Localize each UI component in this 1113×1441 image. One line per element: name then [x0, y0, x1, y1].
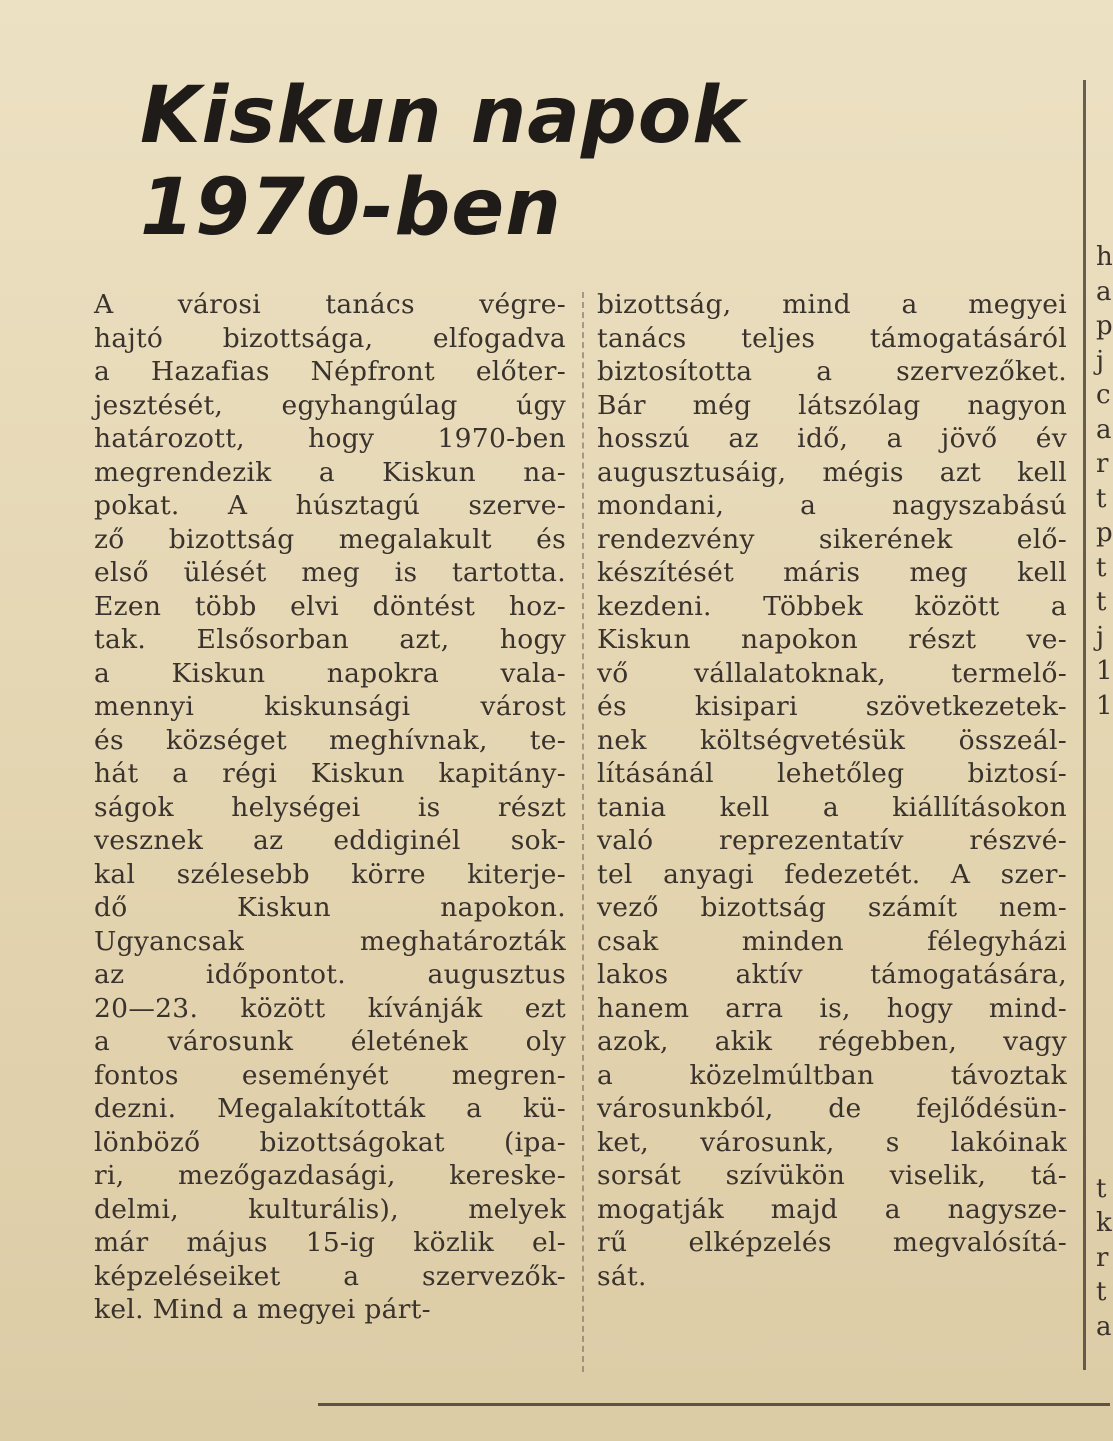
text-line: Ugyancsak meghatározták: [94, 925, 566, 957]
edge-fragment: [1096, 861, 1110, 896]
text-line: azok, akik régebben, vagy: [597, 1026, 1067, 1057]
text-line: már május 15-ig közlik el-: [94, 1227, 566, 1258]
text-line: hát a régi Kiskun kapitány-: [94, 758, 566, 789]
text-line: képzeléseiket a szervezők-: [94, 1260, 566, 1292]
edge-fragment: a: [1096, 276, 1112, 307]
text-line: augusztusáig, mégis azt kell: [597, 456, 1067, 488]
text-line: ző bizottság megalakult és: [94, 523, 566, 555]
text-line: tanács teljes támogatásáról: [597, 322, 1067, 354]
edge-fragment: t: [1096, 1277, 1107, 1307]
edge-fragment: j: [1096, 621, 1105, 652]
text-line: dezni. Megalakították a kü-: [94, 1093, 566, 1124]
text-line: tania kell a kiállításokon: [597, 791, 1067, 823]
edge-fragment: [1096, 930, 1110, 965]
edge-fragment: [1096, 896, 1110, 931]
text-line: határozott, hogy 1970-ben: [94, 423, 566, 454]
text-line: Kiskun napokon részt ve-: [597, 624, 1067, 655]
text-line: első ülését meg is tartotta.: [94, 557, 566, 588]
text-line: fontos eseményét megren-: [94, 1059, 566, 1091]
edge-fragment: [1096, 827, 1110, 862]
edge-fragment: a: [1096, 414, 1112, 445]
text-line: vő vállalatoknak, termelő-: [597, 657, 1067, 689]
edge-fragment: [1096, 1068, 1110, 1103]
text-line: tak. Elsősorban azt, hogy: [94, 624, 566, 655]
edge-fragment: t: [1096, 552, 1107, 583]
text-line: megrendezik a Kiskun na-: [94, 456, 566, 488]
headline: [140, 70, 900, 254]
text-line: hajtó bizottsága, elfogadva: [94, 322, 566, 354]
text-line: ket, városunk, s lakóinak: [597, 1126, 1067, 1158]
text-line: pokat. A húsztagú szerve-: [94, 490, 566, 521]
edge-fragment: r: [1096, 449, 1109, 479]
edge-fragment: t: [1096, 587, 1107, 617]
text-line: hanem arra is, hogy mind-: [597, 992, 1067, 1024]
edge-fragment: j: [1096, 345, 1105, 376]
text-line: hosszú az idő, a jövő év: [597, 423, 1067, 454]
text-line: delmi, kulturális), melyek: [94, 1193, 566, 1225]
article-column-right: [597, 288, 1067, 1293]
text-line: ri, mezőgazdasági, kereske-: [94, 1160, 566, 1191]
text-line: mogatják majd a nagysze-: [597, 1193, 1067, 1225]
text-line: biztosította a szervezőket.: [597, 356, 1067, 387]
text-line: való reprezentatív részvé-: [597, 825, 1067, 856]
text-line: mennyi kiskunsági várost: [94, 691, 566, 722]
text-line: a városunk életének oly: [94, 1026, 566, 1057]
text-line: dő Kiskun napokon.: [94, 892, 566, 923]
text-line: és községet meghívnak, te-: [94, 724, 566, 756]
text-line: kezdeni. Többek között a: [597, 590, 1067, 622]
text-line: a Kiskun napokra vala-: [94, 657, 566, 689]
edge-fragment: p: [1096, 311, 1113, 341]
text-line: kel. Mind a megyei párt-: [94, 1294, 431, 1325]
edge-fragment: r: [1096, 1242, 1109, 1273]
text-line: az időpontot. augusztus: [94, 959, 566, 990]
text-line: sát.: [597, 1260, 647, 1292]
edge-fragment: [1096, 758, 1110, 793]
text-line: kal szélesebb körre kiterje-: [94, 858, 566, 890]
text-line: tel anyagi fedezetét. A szer-: [597, 858, 1067, 890]
edge-fragment: t: [1096, 1173, 1107, 1204]
text-line: csak minden félegyházi: [597, 925, 1067, 957]
edge-fragment: c: [1096, 380, 1111, 410]
text-line: rű elképzelés megvalósítá-: [597, 1227, 1067, 1258]
text-line: sorsát szívükön viselik, tá-: [597, 1160, 1067, 1191]
text-line: vesznek az eddiginél sok-: [94, 825, 566, 856]
text-line: rendezvény sikerének elő-: [597, 523, 1067, 555]
edge-fragment: 1: [1096, 690, 1113, 721]
text-line: bizottság, mind a megyei: [597, 289, 1067, 320]
text-line: készítését máris meg kell: [597, 557, 1067, 588]
article-column-left: [94, 288, 566, 1327]
text-line: lönböző bizottságokat (ipa-: [94, 1126, 566, 1158]
edge-fragment: p: [1096, 518, 1113, 548]
column-separator: [582, 292, 584, 1372]
edge-fragment: 1: [1096, 656, 1113, 686]
text-line: A városi tanács végre-: [94, 289, 566, 320]
edge-fragment: t: [1096, 483, 1107, 514]
edge-fragment: [1096, 723, 1110, 758]
text-line: városunkból, de fejlődésün-: [597, 1093, 1067, 1124]
adjacent-article-fragment: [1096, 240, 1113, 1400]
edge-fragment: [1096, 1103, 1110, 1138]
text-line: nek költségvetésük összeál-: [597, 724, 1067, 756]
text-line: Bár még látszólag nagyon: [597, 389, 1067, 421]
headline-line-2: 1970-ben: [140, 163, 562, 253]
edge-fragment: a: [1096, 1311, 1112, 1342]
text-line: 20—23. között kívánják ezt: [94, 992, 566, 1024]
text-line: jesztését, egyhangúlag úgy: [94, 389, 566, 421]
text-line: Ezen több elvi döntést hoz-: [94, 590, 566, 622]
edge-fragment: h: [1096, 242, 1113, 272]
edge-fragment: [1096, 1034, 1110, 1069]
column-rule-right: [1083, 80, 1086, 1370]
headline-line-1: Kiskun napok: [140, 71, 746, 161]
text-line: és kisipari szövetkezetek-: [597, 691, 1067, 722]
edge-fragment: [1096, 999, 1110, 1034]
edge-fragment: k: [1096, 1208, 1112, 1238]
text-line: a Hazafias Népfront előter-: [94, 356, 566, 387]
edge-fragment: [1096, 792, 1110, 827]
text-line: lításánál lehetőleg biztosí-: [597, 758, 1067, 789]
text-line: a közelmúltban távoztak: [597, 1059, 1067, 1091]
edge-fragment: [1096, 1137, 1110, 1172]
edge-fragment: [1096, 965, 1110, 1000]
text-line: lakos aktív támogatására,: [597, 959, 1067, 990]
text-line: ságok helységei is részt: [94, 791, 566, 823]
text-line: vező bizottság számít nem-: [597, 892, 1067, 923]
text-line: mondani, a nagyszabású: [597, 490, 1067, 521]
bottom-rule: [318, 1403, 1110, 1406]
